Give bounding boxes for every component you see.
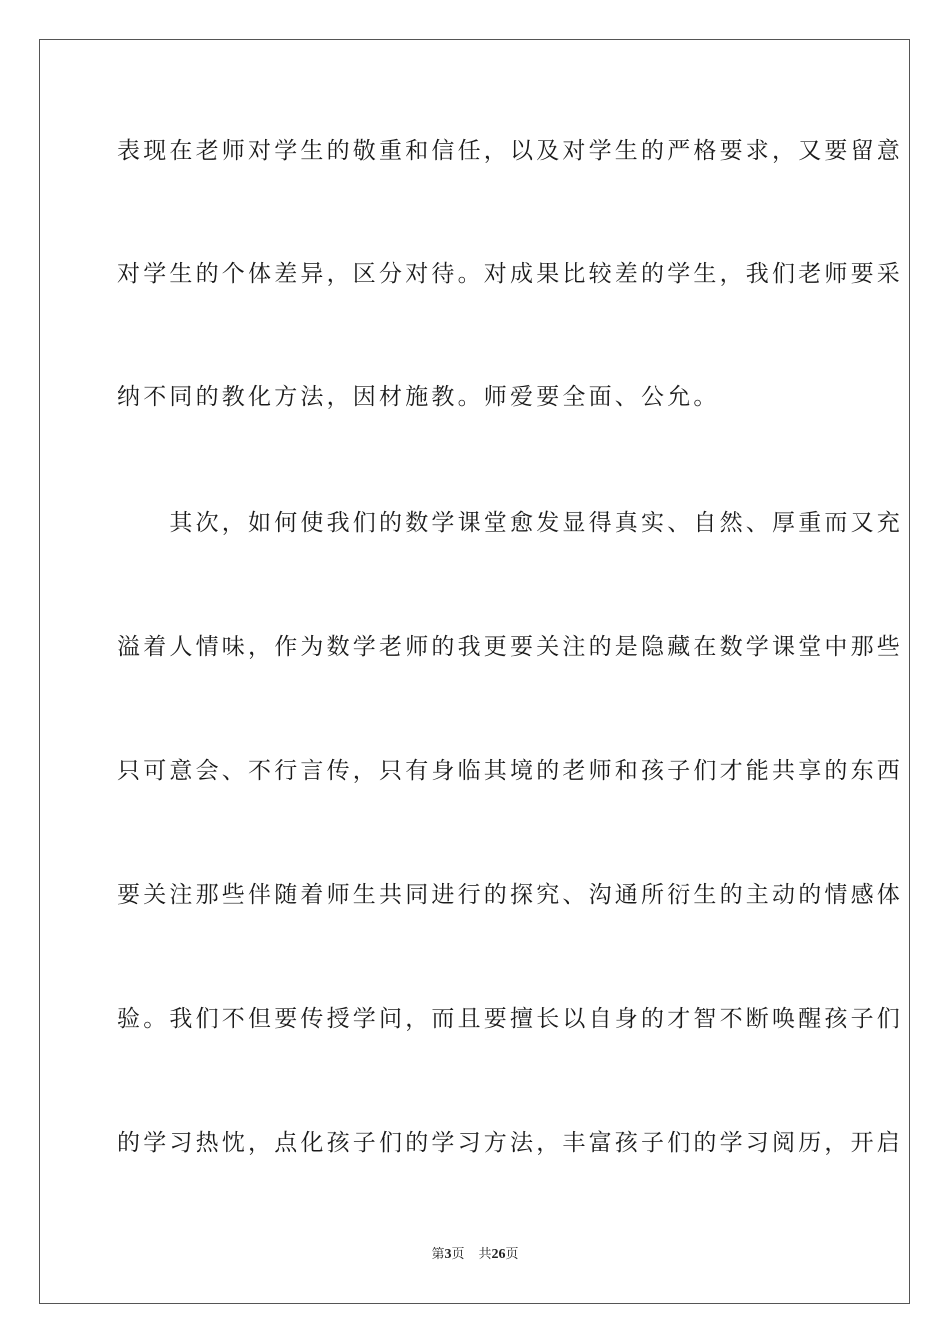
page-number: 3 xyxy=(444,1247,452,1262)
page-footer xyxy=(0,1246,950,1264)
total-prefix: 共 xyxy=(478,1247,492,1262)
body-text-line-2: 对学生的个体差异，区分对待。对成果比较差的学生，我们老师要采 xyxy=(117,261,903,287)
page-suffix: 页 xyxy=(451,1247,465,1262)
total-pages: 26 xyxy=(491,1247,506,1262)
body-text-line-4: 其次，如何使我们的数学课堂愈发显得真实、自然、厚重而又充 xyxy=(117,510,903,536)
total-suffix: 页 xyxy=(505,1247,519,1262)
page-border xyxy=(39,39,910,1304)
body-text-line-7: 要关注那些伴随着师生共同进行的探究、沟通所衍生的主动的情感体 xyxy=(117,882,903,908)
body-text-line-6: 只可意会、不行言传，只有身临其境的老师和孩子们才能共享的东西 xyxy=(117,758,903,784)
body-text-line-3: 纳不同的教化方法，因材施教。师爱要全面、公允。 xyxy=(117,384,720,410)
body-text-line-8: 验。我们不但要传授学问，而且要擅长以自身的才智不断唤醒孩子们 xyxy=(117,1006,903,1032)
body-text-line-5: 溢着人情味，作为数学老师的我更要关注的是隐藏在数学课堂中那些 xyxy=(117,634,903,660)
body-text-line-9: 的学习热忱，点化孩子们的学习方法，丰富孩子们的学习阅历，开启 xyxy=(117,1130,903,1156)
body-text-line-1: 表现在老师对学生的敬重和信任，以及对学生的严格要求，又要留意 xyxy=(117,138,903,164)
page-prefix: 第 xyxy=(431,1247,445,1262)
